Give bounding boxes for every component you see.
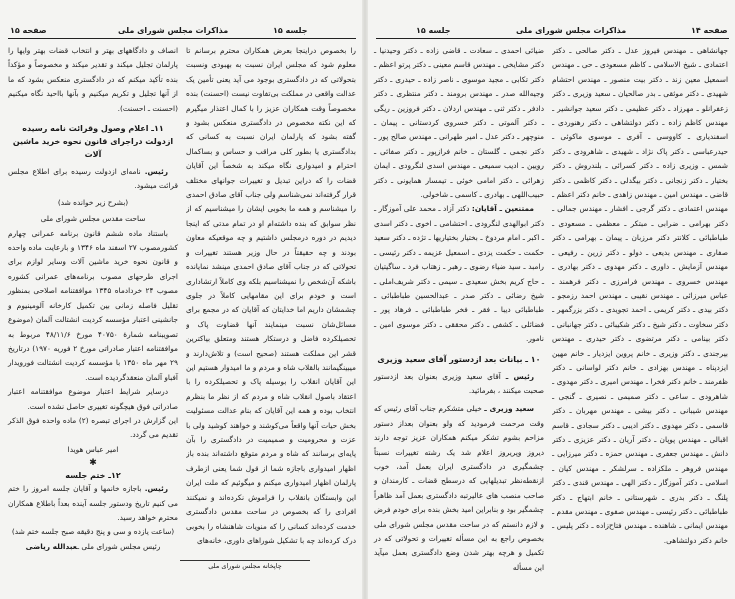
speaker-label: رئیس. (144, 167, 168, 177)
speech-text: خیلی متشکرم جناب آقای رئیس که وقت مرحمت فرمودید که ولو بعنوان بعداز دستور مزاحم بشوم تشکر میکنم همکاران عزیز توجه دارند دیروز وپریروز اعلام شد یک رشته تغییرات نسبتاً چشمگیری در دادگستری ایران بعمل آمد، خوب ازنقطه‌نظر تبدیلهایی که درسطح قضات ـ کارمندان و صاحب منصب های عالیرتبه دادگستری بعمل آمد ظاهراً چشمگیر بود و بنابراین امید بخش بنده برای خودم فرض و لازم دانستم که در ساحت مقدس مجلس شورای ملی بخصوص راجع به این مسأله تغییرات و تحولاتی که در تکمیل و هرچه بهتر شدن وضع دادگستری بعمل میآید این مسأله (374, 404, 544, 572)
speech-conclusion: انصاف و دادگاههای بهتر و انتخاب قضات بهتر وایها را پارلمان تجلیل میکند و تقدیر میکند و مخصوصاً و مؤکداً بنده تأکید میکنم که در دادگستری منعکس بشود که ما از آنها تجلیل و تکریم میکنیم و بآنها بااحید نگاه میکنیم (احسنت ـ احسنت). (8, 46, 178, 113)
left-page-left-column (8, 44, 178, 554)
right-page (368, 0, 735, 599)
letter-address: ساحت مقدس مجلس شورای ملی (40, 214, 146, 224)
letter-body: باستناد ماده ششم قانون برنامه عمرانی چهارم کشورمصوب ۲۷ اسفند ماه ۱۳۴۶ و بارعایت ماده واحده و قانون نحوه خرید ماشین آلات وسایر لوازم برای اجرای طرحهای مصوب برنامه‌های عمرانی کشوره مصوب ۲۴ خردادماه ۱۳۴۵ موافقتنامه اصلاحی بمنظور تقلیل فاصله زمانی بین تکمیل کارخانه آلومینیوم و جانشینی اعتبار مؤسسه کردیت انشتالت آلمان (موضوع تصویبنامه شمارهٔ ۴۰۷۵۰ مورخ ۴۸/۱۱/۶ مربوط به موافقتنامه اعتبار صادراتی مورخ ۲ فوریه ۱۹۷۰) درتاریخ ۲۹ مهر ماه ۱۳۵۰ با مؤسسه کردیت انشتالت فورویدار آفباو آلمان منعقدگردیده است. (8, 228, 178, 382)
separator-ornament: ✱ (89, 458, 97, 469)
vote-names-list: ضیائی احمدی ـ سعادت ـ قاضی زاده ـ دکتر وحیدنیا ـ دکتر مشایخی ـ مهندس قاسم معینی ـ دکتر پرتو اعظم ـ دکتر تکابی ـ مجید موسوی ـ ناصر زاده ـ حیدری ـ دکتر وجیه‌الله صدر ـ مهندس برومند ـ دکتر منتظری ـ دکتر دادفر ـ دکتر ثنی ـ مهندس اردلان ـ دکتر فروزین ـ ریگی ـ دکتر آلموتی ـ دکتر خسروی کردستانی ـ پیمان ـ منوچهر ـ دکتر عدل ـ امیر طهرانی ـ مهندس صالح پور ـ دکتر نجمی ـ گلستان ـ خانم فرازپور ـ دکتر صفائی ـ رویین ـ ادیب سمیعی ـ مهندس اسدی لنگرودی ـ ایمان زهرائی ـ دکتر امامی خوئی ـ تیمسار همایونی ـ دکتر حبیب‌اللهی ـ بهادری ـ کاسمی ـ شاخولی. (374, 46, 544, 200)
session-number: جلسه ۱۵ (273, 26, 308, 35)
session-number: جلسه ۱۵ (416, 26, 451, 35)
vote-names-list: جهانشاهی ـ مهندس فیروز عدل ـ دکتر صالحی ـ دکتر اعتمادی ـ شیخ الاسلامی ـ کاظم مسعودی ـ حی ـ مهندس اسمعیل معین زند ـ دکتر بیت منصور ـ مهندس احتشام شهیدی ـ دکتر موثقی ـ بدر صالحیان ـ سعید وزیری ـ دکتر زعفرانلو ـ مهرزاد ـ دکتر عظیمی ـ دکتر سعید جوانشیر ـ مهندس کاظم زاده ـ دکتر دولتشاهی ـ دکتر رهنوردی ـ اسفندیاری ـ کاووسی ـ آفری ـ موسوی ماکوئی ـ حیدرعباسی ـ دکتر پاک نژاد ـ شهیدی ـ شاهرودی ـ دکتر شمس ـ وزیری زاده ـ دکتر کسرائی ـ بلندروش ـ دکتر بختیار ـ دکتر زنجانی ـ دکتر بیگدلی ـ دکتر کاظمی ـ دکتر قاضی ـ مهندس امین ـ مهندس زاهدی ـ خانم دکتر اعظم ـ مهندس اعتمادی ـ دکتر گرجی ـ افشار ـ مهندس جمالی ـ دکتر بهرامی ـ ضرابی ـ مبتکر ـ معظمی ـ مسعودی ـ طباطبائی ـ کلانتر دکتر مرزبان ـ پیمان ـ بهرامی ـ دکتر صفاری ـ مهندس بدیعی ـ دولو ـ دکتر زرین ـ رفیعی ـ مهندس آزمایش ـ داوری ـ دکتر مهدوی ـ دکتر بهادری ـ مهندس خسروی ـ مهندس فرامرزی ـ دکتر فرهمند ـ عباس میرزائی ـ مهندس نقیبی ـ مهندس احمد رزمجو ـ دکتر بیدی ـ دکتر کریمی ـ احمد تجویدی ـ دکتر بزرگمهر ـ دکتر سخاوت ـ دکتر شیخ ـ دکتر شکیبائی ـ دکتر جهانبانی ـ دکتر بینامی ـ دکتر مرتضوی ـ دکتر حیدری ـ مهندس بیرجندی ـ دکتر وزیری ـ خانم پروین ایزدیار ـ خانم مهین ایزدپناه ـ مهندس بهزادی ـ خانم دکتر لواسانی ـ دکتر ظفرمند ـ خانم دکتر فخرا ـ مهندس امیری ـ دکتر مهدوی ـ شاهرودی ـ ساعی ـ دکتر صمیمی ـ نصیری ـ گنجی ـ مهندس شیبانی ـ دکتر بیشی ـ مهندس مهربان ـ دکتر قاسمی ـ دکتر مهدوی ـ دکتر ادیبی ـ دکتر سجادی ـ قاسم اقبالی ـ مهندس پوپان ـ دکتر آریان ـ دکتر عزیزی ـ دکتر دانش ـ مهندس جعفری ـ مهندس حمزه ـ دکتر میرزایی ـ مهندس فروهر ـ ملکزاده ـ سرلشکر ـ مهندس کیان ـ اسلامی ـ دکتر آموزگار ـ دکتر الهی ـ مهندس قندی ـ دکتر پلنگ ـ دکتر بدری ـ شهرستانی ـ خانم ابتهاج ـ دکتر طباطبائی ـ دکتر رئیسی ـ مهندس صفوی ـ مهندس مقدم ـ مهندس ایمانی ـ شاهنده ـ مهندس فتاح‌زاده ـ دکتر پلیس ـ خانم دکتر دولتشاهی. (552, 46, 728, 545)
running-title: مذاکرات مجلس شورای ملی (516, 26, 627, 35)
running-title: مذاکرات مجلس شورای ملی (118, 26, 229, 35)
right-page-header (376, 26, 729, 39)
closing-note: (ساعت یازده و سی و پنج دقیقه صبح جلسه ختم شد) (11, 527, 175, 537)
item-10-heading: ۱۰ ـ بیانات بعد ازدستور آقای سعید وزیری (377, 354, 541, 364)
speech-text-continued: اظهار امیدواری باجازه شما از قول شما یعنی ازطرف پارلمان اظهار امیدواری میکنم و میگوئیم که ملت ایران این وابستگان بانقلاب را فراموش نکرده‌اند و نمیکنند افرادی را که بخصوص در ساحت مقدس دادگستری خدمت کرده‌اند کسانی را که منویات شاهنشاه را بخوبی درک کرده‌اند چه با تشکیل شوراهای داوری، خانه‌های (186, 464, 356, 546)
speech-text: را بخصوص دراینجا بعرض همکاران محترم برسانم تا معلوم شود که مجلس ایران نسبت به بهبودی ونسبت بتحولاتی که در دادگستری بوجود می آید یعنی تأمین یک عدالت واقعی در مملکت بی‌تفاوت نیست (احسنت) بنده مخصوصاً وقت همکاران عزیز را با کمال اعتذار میگیرم که این نکته مخصوص در دادگستری منعکس بشود و گفته بشود که پارلمان ایران نسبت به کسانی که بدادگستری یا بطور کلی مراقب و حساس و بساکمال احترام و امیدواری نگاه میکند به شخصاً این آقایان قضات را که دراین تبدیل و تغییرات جوانهای مختلف قرار گرفته‌اند نمی‌شناسم ولی جناب آقای صادق احمدی را میشناسم و همه ما بخوبی ایشان را میشناسیم که از نظر سوابق که بنده داشته‌ام او در تمام مدتی که اینجا دیدیم در دوره درمجلس داشتیم و چه موقعیکه معاون بودند و چه حقیقتاً در حال وزیر هستند تغییرات و تحولاتی که در جناب آقای صادق احمدی مینشد نمایانده باشکه آن‌شخص را نمیشناسیم بلکه وی کاملاً ارتشاداری است و خودم برای این مقامهایی کاملاً در جلوی چشمشان داریم اما خدایتان که آقایان که در مجمع برای مسائل‌شان نسبت مینمایند آنها قضاوت پاک و تحصیلکرده فاضل و درستکار هستند ومتعلق بیاکترین قشر این مملکت هستند (صحیح است) و تلاش‌دارند و میبینگیمانند بالقلاب شاه و مردم و ما امیدوار هستیم این این آقایان انقلاب را بوسیله پاک و تحصیلکرده را با اعتقاد باصول انقلاب شاه و مردم که از نظر ما بنظرم انتخاب بوده و همه این آقایان که بنام عدالت مسئولیت بخش حیات آنها واقعاً می‌کوشند و خواهند کوشید ولی با عزت و محرومیت و صمیمیت در دادگستری را بآن پایه‌ای برسانند که شاه و مردم متوقع داشته‌اند بنده باز (186, 46, 356, 459)
item-11-heading: ۱۱ـ اعلام وصول وقرائت نامه رسیده ازدولت دراجرای قانون نحوه خرید ماشین آلات (12, 124, 174, 160)
left-page-right-column (186, 44, 356, 562)
letter-body-2: درسایر شرایط اعتبار موضوع موافقتنامه اعتبار صادراتی فوق هیچگونه تغییری حاصل نشده است. (8, 387, 178, 411)
item-11-text: نامه‌ای ازدولت رسیده برای اطلاع مجلس قرائت میشود. (8, 167, 178, 191)
speaker-label: سعید وزیری ـ (484, 404, 534, 414)
printer-footer: چاپخانه مجلس شورای ملی (180, 560, 310, 570)
left-page (0, 0, 362, 599)
page-number: صفحه ۱۴ (691, 26, 728, 35)
closing-label: رئیس مجلس شورای ملی ـ (76, 541, 161, 551)
right-page-right-column (552, 44, 728, 589)
left-page-header (8, 26, 356, 39)
speaker-label: رئیس ـ (505, 371, 534, 381)
letter-body-3: این گزارش در اجرای تبصره (۲) ماده واحده فوق الذکر تقدیم می گردد. (8, 415, 178, 440)
speaker-label: رئیس. (144, 484, 169, 494)
letter-signature: امیر عباس هویدا (67, 444, 119, 454)
abstain-label: ممتنعین ـ آقایان: (471, 204, 534, 214)
item-12-heading: ۱۲ـ ختم جلسه (65, 471, 121, 481)
right-page-left-column (374, 44, 544, 575)
abstain-names: دکتر آزاد ـ محمد علی آموزگار ـ دکتر ابوالهدی لنگرودی ـ احتشامی ـ اخوی ـ دکتر اسدی ـ اکبر ـ امام مردوخ ـ بختیار بختیاریها ـ تژده ـ دکتر سعید حکمت ـ حکمت یزدی ـ اسمعیل عزیمه ـ دکتر رئیسی ـ رامبد ـ سید ضیاء رضوی ـ رهبر ـ زهتاب فرد ـ ساگیتیان ـ حاج کریم بخش سعیدی ـ سیمی ـ دکتر شریف‌املی ـ شیخ رضائی ـ دکتر صدر ـ عبدالحسین طباطبائی ـ طباطبائی دیبا ـ فقر ـ فخر طباطبائی ـ فرهاد پور ـ فضائلی ـ کشفی ـ دکتر محققی ـ دکتر موسوی امین ـ نامور. (374, 204, 544, 344)
item-11-note: (بشرح زیر خوانده شد) (57, 197, 129, 207)
item-10-text: آقای سعید وزیری بعنوان بعد ازدستور صحبت میکنند ، بفرمائید. (374, 371, 544, 395)
speaker-signature: عبدالله ریاضی (25, 541, 77, 551)
page-number: صفحه ۱۵ (10, 26, 47, 35)
item-12-text: باجازه خانمها و آقایان جلسه امروز را ختم می کنیم تاریخ ودستور جلسه آینده بعداً باطلاع همکاران محترم خواهد رسید. (8, 484, 178, 522)
